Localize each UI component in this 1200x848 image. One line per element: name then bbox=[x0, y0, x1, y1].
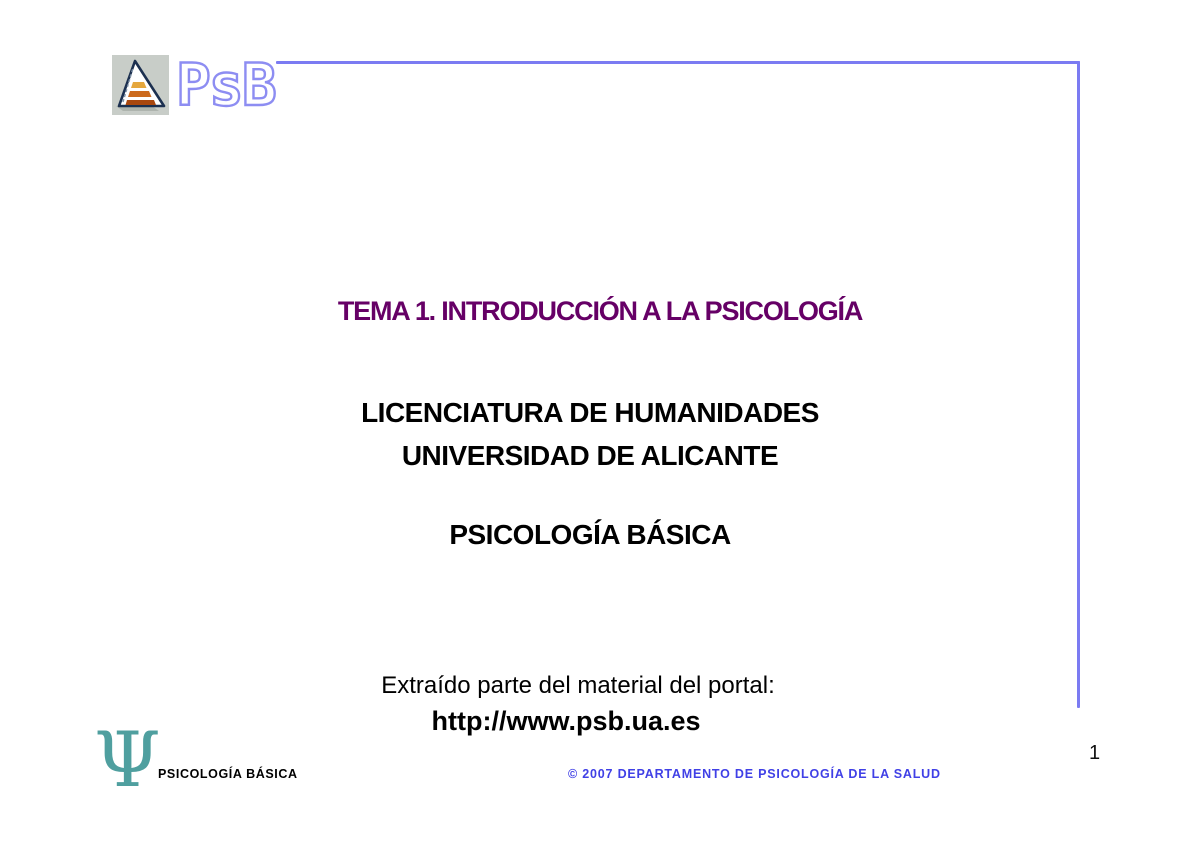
university-line: UNIVERSIDAD DE ALICANTE bbox=[401, 440, 779, 471]
slide-title: TEMA 1. INTRODUCCIÓN A LA PSICOLOGÍA bbox=[337, 296, 863, 326]
psb-logo-text: PsB bbox=[176, 51, 275, 119]
footer-course-label: PSICOLOGÍA BÁSICA bbox=[158, 767, 298, 781]
psi-symbol-icon: Ψ bbox=[94, 715, 161, 804]
course-line: PSICOLOGÍA BÁSICA bbox=[449, 519, 731, 550]
ua-psb-logo bbox=[112, 51, 275, 125]
degree-line: LICENCIATURA DE HUMANIDADES bbox=[361, 397, 819, 428]
right-border-line bbox=[1077, 61, 1080, 708]
copyright-text: © 2007 DEPARTAMENTO DE PSICOLOGÍA DE LA SALUD bbox=[568, 767, 941, 781]
top-border-line bbox=[276, 61, 1080, 64]
source-note: Extraído parte del material del portal: bbox=[381, 672, 775, 699]
ua-triangle-logo-icon bbox=[112, 55, 169, 115]
portal-url: http://www.psb.ua.es bbox=[431, 706, 701, 736]
page-number: 1 bbox=[1089, 742, 1101, 764]
